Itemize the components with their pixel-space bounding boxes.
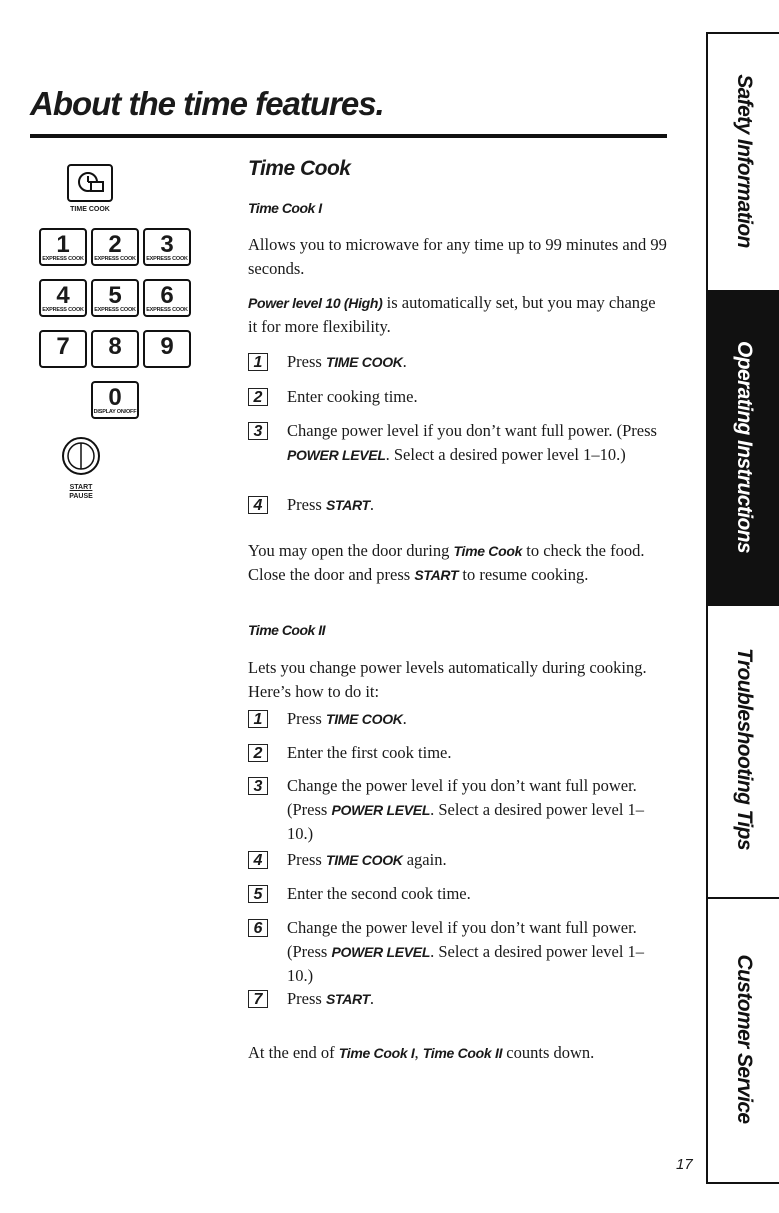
keypad-key-7: [39, 330, 87, 368]
step-number-badge: 4: [248, 851, 268, 869]
clock-icon: [69, 166, 111, 200]
key-caption: EXPRESS COOK: [146, 256, 188, 262]
keypad-key-3: [143, 228, 191, 266]
step-text-part: . Select a desired power level 1–10.): [385, 445, 626, 464]
start-caption: START: [69, 484, 93, 491]
key-number: 9: [160, 333, 174, 360]
key-caption: DISPLAY ON/OFF: [93, 409, 137, 415]
note-text: to resume cooking.: [458, 565, 589, 584]
time-cook-key: [67, 164, 113, 202]
key-caption: EXPRESS COOK: [94, 256, 136, 262]
step-text-part: .: [402, 352, 407, 371]
step-bold-label: TIME COOK: [325, 711, 403, 727]
note-bold: Time Cook: [453, 543, 523, 559]
time-cook-end-note: [248, 1041, 668, 1065]
step-text-part: Change the power level if you don’t want full power. (Press: [287, 776, 637, 819]
time-cook-note: [248, 539, 668, 587]
key-caption: EXPRESS COOK: [94, 307, 136, 313]
step-bold-label: START: [325, 497, 370, 513]
note-bold: Time Cook II: [422, 1045, 503, 1061]
note-bold: Time Cook I: [338, 1045, 415, 1061]
step-text: [287, 493, 667, 517]
keypad-key-9: [143, 330, 191, 368]
note-text: to check the food. Close the door and press: [248, 541, 645, 584]
tab-label: Operating Instructions: [732, 341, 756, 553]
step-text-part: Press: [287, 850, 326, 869]
page-number: 17: [676, 1156, 693, 1173]
keypad-key-6: [143, 279, 191, 317]
key-number: 3: [160, 231, 174, 258]
step-text: [287, 882, 667, 906]
key-number: 2: [108, 231, 122, 258]
time-cook-2-heading: Time Cook II: [248, 622, 325, 638]
step-text-part: Press: [287, 352, 326, 371]
key-caption: EXPRESS COOK: [42, 307, 84, 313]
key-number: 6: [160, 282, 174, 309]
title-rule: [30, 134, 667, 138]
key-number: 0: [108, 384, 122, 411]
step-text-part: Change power level if you don’t want full power. (Press: [287, 421, 657, 440]
power-level-bold: Power level 10 (High): [248, 295, 383, 311]
sidebar-bottom-rule: [706, 1182, 779, 1184]
step-text-part: . Select a desired power level 1–10.): [287, 800, 645, 843]
step-number-badge: 6: [248, 919, 268, 937]
step-text: [287, 419, 667, 467]
key-number: 8: [108, 333, 122, 360]
time-cook-1-intro: Allows you to microwave for any time up to 99 minutes and 99 seconds.: [248, 235, 667, 278]
tab-label: Customer Service: [732, 954, 756, 1123]
key-number: 7: [56, 333, 70, 360]
step-text-part: Press: [287, 709, 326, 728]
tab-operating-instructions[interactable]: [708, 290, 779, 604]
keypad-key-4: [39, 279, 87, 317]
keypad-key-1: [39, 228, 87, 266]
tab-label: Safety Information: [732, 74, 756, 248]
step-text-part: Press: [287, 989, 326, 1008]
tab-label: Troubleshooting Tips: [732, 648, 756, 850]
time-cook-1-heading: Time Cook I: [248, 200, 322, 216]
key-number: 4: [56, 282, 70, 309]
power-level-text: is automatically set, but you may change it for more flexibility.: [248, 293, 656, 336]
page-title: About the time features.: [30, 85, 384, 122]
step-text: [287, 707, 667, 731]
step-text-part: . Select a desired power level 1–10.): [287, 942, 645, 985]
step-number-badge: 3: [248, 422, 268, 440]
pause-caption: PAUSE: [69, 493, 93, 500]
step-text: [287, 385, 667, 409]
step-bold-label: POWER LEVEL: [331, 802, 431, 818]
step-number-badge: 2: [248, 744, 268, 762]
step-text-part: Enter cooking time.: [287, 387, 418, 406]
note-text: counts down.: [502, 1043, 595, 1062]
note-text: ,: [414, 1043, 423, 1062]
note-text: You may open the door during: [248, 541, 454, 560]
step-number-badge: 5: [248, 885, 268, 903]
step-bold-label: POWER LEVEL: [331, 944, 431, 960]
step-text-part: Change the power level if you don’t want full power. (Press: [287, 918, 637, 961]
step-text: [287, 741, 667, 765]
step-bold-label: START: [325, 991, 370, 1007]
step-text-part: .: [402, 709, 407, 728]
key-caption: EXPRESS COOK: [146, 307, 188, 313]
power-level-paragraph: [248, 291, 668, 339]
note-text: At the end of: [248, 1043, 339, 1062]
step-number-badge: 2: [248, 388, 268, 406]
start-pause-button-icon: [61, 436, 101, 476]
step-number-badge: 1: [248, 710, 268, 728]
step-number-badge: 3: [248, 777, 268, 795]
step-text: [287, 774, 667, 846]
step-text-part: Enter the second cook time.: [287, 884, 471, 903]
step-bold-label: POWER LEVEL: [287, 447, 386, 463]
step-text-part: Enter the first cook time.: [287, 743, 452, 762]
step-text: [287, 916, 667, 988]
step-text-part: .: [369, 989, 374, 1008]
tab-troubleshooting-tips[interactable]: [708, 604, 779, 894]
step-text-part: again.: [402, 850, 447, 869]
keypad-key-2: [91, 228, 139, 266]
keypad-key-5: [91, 279, 139, 317]
tab-safety-information[interactable]: [708, 32, 779, 290]
step-text: [287, 848, 667, 872]
keypad-key-8: [91, 330, 139, 368]
note-bold: START: [414, 567, 459, 583]
section-heading: Time Cook: [248, 157, 351, 180]
step-number-badge: 1: [248, 353, 268, 371]
step-number-badge: 4: [248, 496, 268, 514]
step-bold-label: TIME COOK: [325, 354, 403, 370]
key-number: 1: [56, 231, 70, 258]
step-bold-label: TIME COOK: [325, 852, 403, 868]
key-number: 5: [108, 282, 122, 309]
step-text: [287, 350, 667, 374]
key-caption: EXPRESS COOK: [42, 256, 84, 262]
step-text: [287, 987, 667, 1011]
step-text-part: Press: [287, 495, 326, 514]
keypad-key-0: [91, 381, 139, 419]
time-cook-2-intro: Lets you change power levels automatically during cooking. Here’s how to do it:: [248, 658, 647, 701]
step-number-badge: 7: [248, 990, 268, 1008]
tab-customer-service[interactable]: [708, 897, 779, 1180]
step-text-part: .: [369, 495, 374, 514]
time-cook-caption: TIME COOK: [70, 206, 110, 213]
